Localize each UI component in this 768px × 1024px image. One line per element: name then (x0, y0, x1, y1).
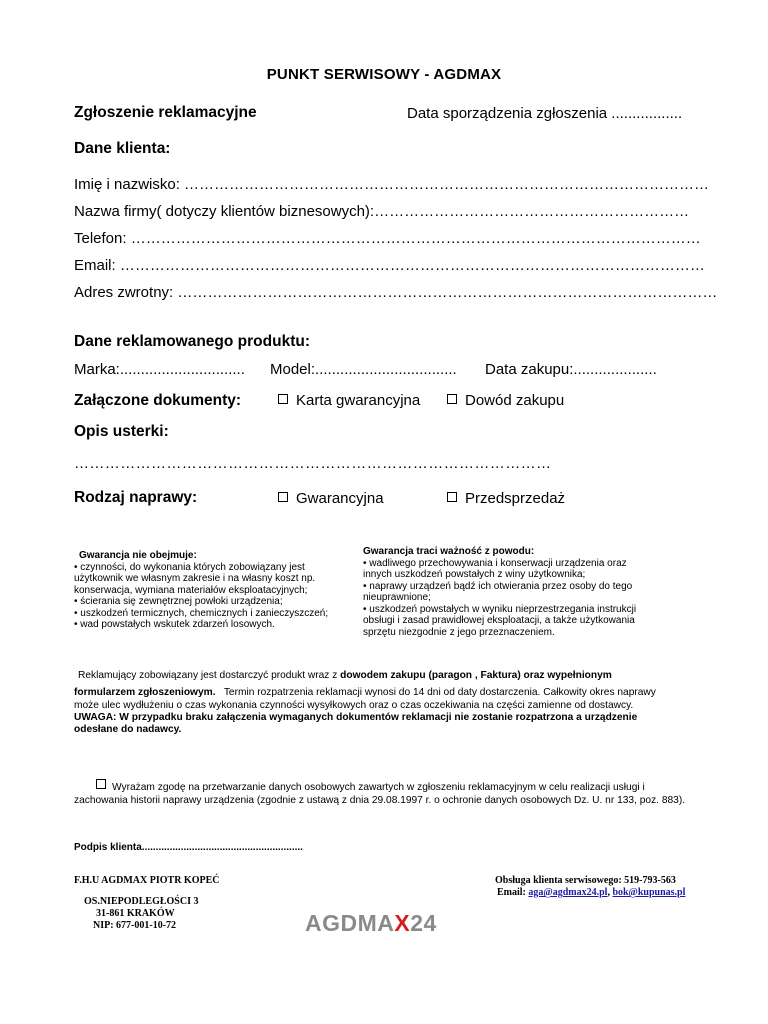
proof-of-purchase-option[interactable] (447, 392, 564, 409)
product-section-heading: Dane reklamowanego produktu: (74, 333, 310, 350)
signature-field[interactable]: Podpis klienta.......................................................... (74, 842, 303, 853)
notice-line-3: może ulec wydłużeniu o czas wykonania czynności wysyłkowych oraz o czas oczekiwania na części zamienne od dostawcy. (74, 700, 634, 711)
company-address-1: OS.NIEPODLEGŁOŚCI 3 (84, 896, 199, 907)
agdmax24-logo (305, 910, 437, 937)
fault-heading: Opis usterki: (74, 423, 169, 440)
form-heading: Zgłoszenie reklamacyjne (74, 104, 257, 121)
list-item: • uszkodzeń termicznych, chemicznych i zanieczyszczeń; (74, 607, 329, 619)
void-title: Gwarancja traci ważność z powodu: (363, 546, 535, 557)
email-field[interactable]: Email: ……………………………………………………………………………………………………… (74, 257, 705, 274)
warranty-exclusions (74, 550, 346, 631)
notice-line-1 (78, 669, 612, 683)
list-item: • ścierania się zewnętrznej powłoki urządzenia; (74, 596, 283, 607)
model-field[interactable]: Model:.................................. (270, 361, 457, 378)
email-separator: , (607, 887, 613, 898)
list-item: • wad powstałych wskutek zdarzeń losowych. (74, 619, 275, 630)
date-field[interactable]: Data sporządzenia zgłoszenia ................. (407, 105, 683, 122)
checkbox[interactable] (447, 492, 457, 502)
list-item: • czynności, do wykonania których zobowiązany jest użytkownik we własnym zakresie i na własny koszt np. konserwacja, wymiana materiałów eksploatacyjnych; (74, 561, 316, 596)
consent-text: Wyrażam zgodę na przetwarzanie danych osobowych zawartych w zgłoszeniu reklamacyjnym w celu realizacji usługi i (112, 782, 645, 793)
return-address-field[interactable]: Adres zwrotny: ……………………………………………………………………………………………… (74, 284, 718, 301)
list-item: • wadliwego przechowywania i konserwacji urządzenia oraz innych uszkodzeń powstałych z winy użytkownika; (363, 557, 627, 580)
logo-text: AGDMA (305, 910, 395, 936)
page-title: PUNKT SERWISOWY - AGDMAX (266, 66, 502, 83)
checkbox[interactable] (278, 394, 288, 404)
notice-text: Reklamujący zobowiązany jest dostarczyć produkt wraz z (78, 670, 341, 681)
option-label: Dowód zakupu (465, 392, 565, 409)
exclusions-title: Gwarancja nie obejmuje: (79, 550, 197, 561)
notice-line-2 (74, 686, 656, 700)
phone-field[interactable]: Telefon: …………………………………………………………………………………………………… (74, 230, 701, 247)
notice-text: Termin rozpatrzenia reklamacji wynosi do 14 dni od daty dostarczenia. Całkowity okres naprawy (223, 687, 656, 698)
list-item: • uszkodzeń powstałych w wyniku nieprzestrzegania instrukcji obsługi i zasad prawidłowej eksploatacji, a także użytkowania sprzętu niezgodnie z jego przeznaczeniem. (363, 603, 637, 638)
checkbox[interactable] (447, 394, 457, 404)
email-label: Email: (497, 887, 529, 898)
company-field[interactable]: Nazwa firmy( dotyczy klientów biznesowych):……………………………………………………… (74, 203, 690, 220)
notice-warning-line-1: UWAGA: W przypadku braku załączenia wymaganych dokumentów reklamacji nie zostanie rozpatrzona a urządzenie (74, 712, 638, 723)
logo-text: 24 (410, 910, 437, 936)
service-phone: Obsługa klienta serwisowego: 519-793-563 (495, 875, 676, 886)
option-label: Przedsprzedaż (465, 490, 566, 507)
presale-repair-option[interactable] (447, 490, 565, 507)
documents-heading: Załączone dokumenty: (74, 392, 242, 409)
service-email (497, 887, 685, 898)
email-link-1[interactable]: aga@agdmax24.pl (528, 887, 608, 898)
client-section-heading: Dane klienta: (74, 140, 171, 157)
purchase-date-field[interactable]: Data zakupu:.................... (485, 361, 657, 378)
option-label: Karta gwarancyjna (296, 392, 421, 409)
company-address-2: 31-861 KRAKÓW (96, 908, 175, 919)
company-name: F.H.U AGDMAX PIOTR KOPEĆ (74, 875, 220, 886)
notice-bold-text: formularzem zgłoszeniowym. (74, 687, 216, 698)
fault-description-field[interactable]: ………………………………………………………………………………… (74, 455, 552, 472)
company-nip: NIP: 677-001-10-72 (93, 920, 177, 931)
logo-x: X (394, 910, 411, 936)
notice-warning-line-2: odesłane do nadawcy. (74, 724, 182, 735)
checkbox[interactable] (278, 492, 288, 502)
list-item: • naprawy urządzeń bądź ich otwierania przez osoby do tego nieuprawnione; (363, 580, 633, 603)
notice-bold-text: dowodem zakupu (paragon , Faktura) oraz wypełnionym (340, 670, 612, 681)
warranty-repair-option[interactable] (278, 490, 384, 507)
name-field[interactable]: Imię i nazwisko: …………………………………………………………………………………………… (74, 176, 710, 193)
consent-line-1[interactable] (96, 779, 645, 795)
repair-type-heading: Rodzaj naprawy: (74, 489, 198, 506)
warranty-card-option[interactable] (278, 392, 420, 409)
consent-checkbox[interactable] (96, 779, 106, 789)
consent-line-2: zachowania historii naprawy urządzenia (zgodnie z ustawą z dnia 29.08.1997 r. o ochronie danych osobowych Dz. U. nr 133, poz. 883). (74, 795, 686, 806)
warranty-void-conditions (363, 546, 645, 638)
option-label: Gwarancyjna (296, 490, 384, 507)
brand-field[interactable]: Marka:.............................. (74, 361, 245, 378)
email-link-2[interactable]: bok@kupunas.pl (612, 887, 686, 898)
